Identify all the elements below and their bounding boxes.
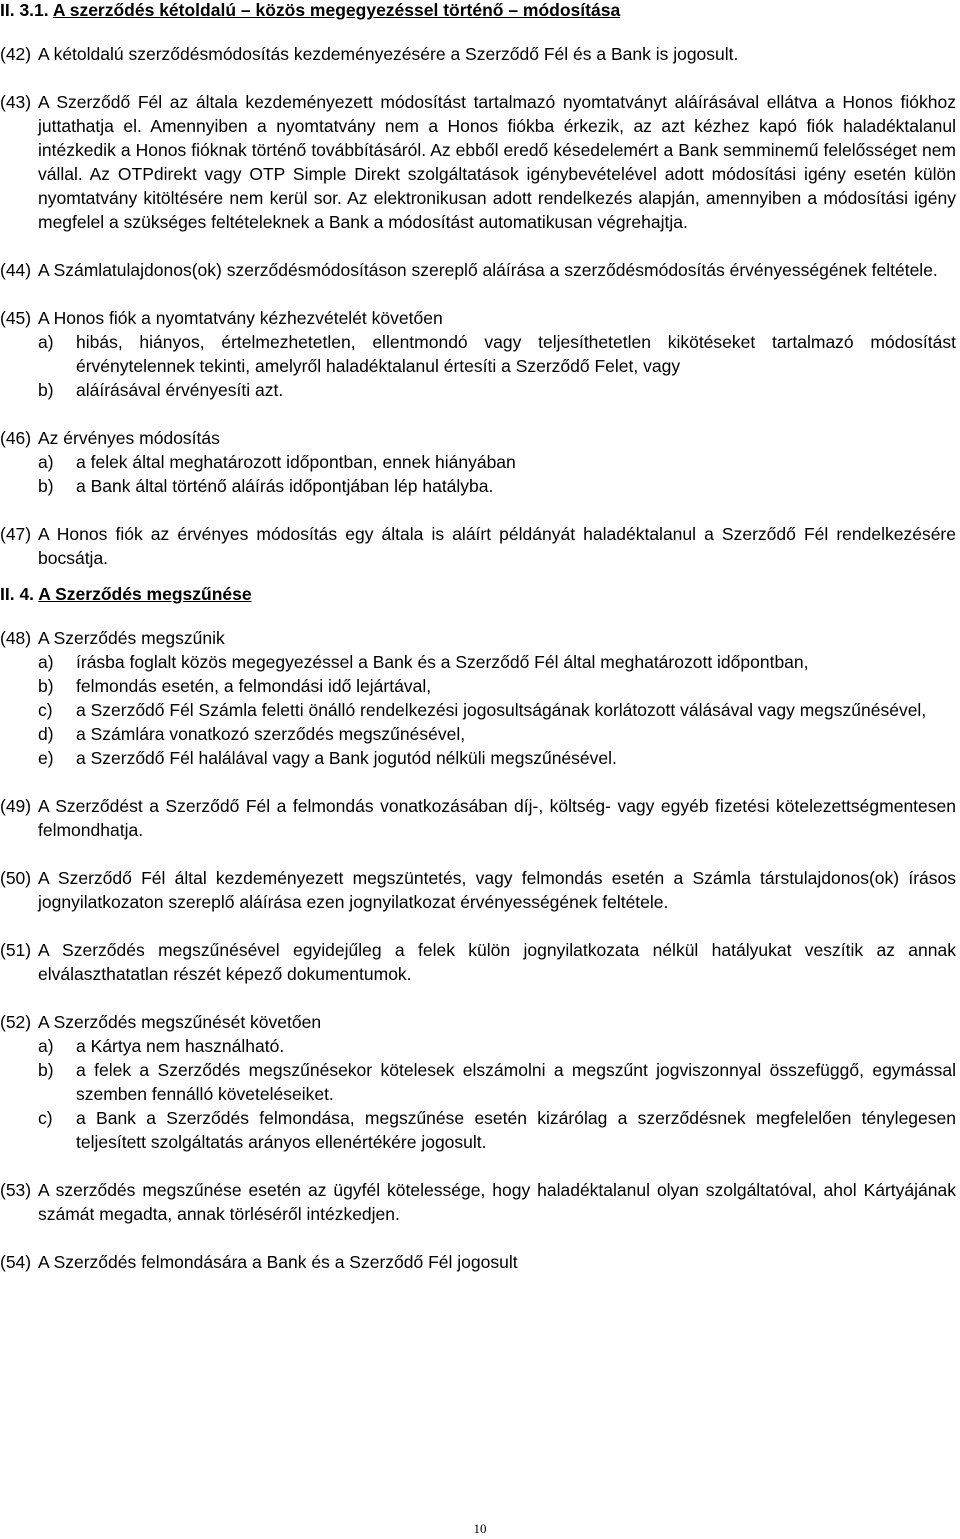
paragraph xyxy=(0,1010,956,1154)
list-item xyxy=(38,474,956,498)
paragraph-body xyxy=(38,258,956,282)
section-heading-4 xyxy=(0,582,956,606)
item-letter: c) xyxy=(38,700,53,720)
list-item xyxy=(38,1058,956,1106)
item-text: a Kártya nem használható. xyxy=(76,1036,285,1056)
paragraph xyxy=(0,1250,956,1274)
item-letter: b) xyxy=(38,676,54,696)
item-list xyxy=(38,1034,956,1154)
paragraph-number: (43) xyxy=(0,92,32,112)
paragraph-number: (51) xyxy=(0,940,32,960)
section-heading-3-1 xyxy=(0,0,956,22)
item-letter: b) xyxy=(38,476,54,496)
paragraph-text: Az érvényes módosítás xyxy=(38,428,220,448)
item-letter: e) xyxy=(38,748,54,768)
item-letter: b) xyxy=(38,380,54,400)
paragraph xyxy=(0,794,956,842)
paragraph-text: A Szerződő Fél által kezdeményezett megszüntetés, vagy felmondás esetén a Számla társtulajdonos(ok) írásos jognyilatkozaton szereplő aláírása ezen jognyilatkozat érvényességének feltétele. xyxy=(38,868,956,912)
paragraph-body xyxy=(38,522,956,570)
list-item xyxy=(38,450,956,474)
section-number: II. 3.1. xyxy=(0,0,49,20)
paragraph-body xyxy=(38,794,956,842)
paragraph-body xyxy=(38,306,956,402)
paragraph-text: A Szerződés megszűnését követően xyxy=(38,1012,322,1032)
paragraph-number: (44) xyxy=(0,260,32,280)
section-number: II. 4. xyxy=(0,584,35,604)
item-letter: c) xyxy=(38,1108,53,1128)
paragraph-text: A kétoldalú szerződésmódosítás kezdeményezésére a Szerződő Fél és a Bank is jogosult. xyxy=(38,44,739,64)
paragraph-number: (53) xyxy=(0,1180,32,1200)
paragraph-number: (50) xyxy=(0,868,32,888)
paragraph-body xyxy=(38,90,956,234)
paragraph-number: (45) xyxy=(0,308,32,328)
item-text: a Szerződő Fél Számla feletti önálló rendelkezési jogosultságának korlátozott válásával vagy megszűnésével, xyxy=(76,700,927,720)
paragraph-body xyxy=(38,626,956,770)
item-text: aláírásával érvényesíti azt. xyxy=(76,380,284,400)
item-text: a Szerződő Fél halálával vagy a Bank jogutód nélküli megszűnésével. xyxy=(76,748,617,768)
item-text: a Bank a Szerződés felmondása, megszűnése esetén kizárólag a szerződésnek megfelelően ténylegesen teljesített szolgáltatás arányos ellenértékére jogosult. xyxy=(76,1108,956,1152)
item-list xyxy=(38,450,956,498)
paragraph-number: (42) xyxy=(0,44,32,64)
paragraph-body xyxy=(38,426,956,498)
paragraph xyxy=(0,90,956,234)
paragraph-text: A Honos fiók az érvényes módosítás egy általa is aláírt példányát haladéktalanul a Szerződő Fél rendelkezésére bocsátja. xyxy=(38,524,956,568)
list-item xyxy=(38,650,956,674)
item-text: felmondás esetén, a felmondási idő lejártával, xyxy=(76,676,432,696)
section-3-1-paragraphs xyxy=(0,42,956,570)
paragraph xyxy=(0,426,956,498)
paragraph-body xyxy=(38,1010,956,1154)
paragraph-number: (46) xyxy=(0,428,32,448)
section-title: A szerződés kétoldalú – közös megegyezéssel történő – módosítása xyxy=(52,0,621,20)
item-letter: a) xyxy=(38,332,54,352)
paragraph-text: A Szerződés megszűnik xyxy=(38,628,225,648)
paragraph-text: A Szerződést a Szerződő Fél a felmondás vonatkozásában díj-, költség- vagy egyéb fizetési kötelezettségmentesen felmondhatja. xyxy=(38,796,956,840)
item-text: a felek által meghatározott időpontban, ennek hiányában xyxy=(76,452,516,472)
list-item xyxy=(38,378,956,402)
paragraph xyxy=(0,258,956,282)
item-text: a Számlára vonatkozó szerződés megszűnésével, xyxy=(76,724,466,744)
item-letter: d) xyxy=(38,724,54,744)
paragraph xyxy=(0,522,956,570)
paragraph-body xyxy=(38,938,956,986)
item-letter: b) xyxy=(38,1060,54,1080)
list-item xyxy=(38,698,956,722)
list-item xyxy=(38,674,956,698)
item-list xyxy=(38,650,956,770)
paragraph-text: A szerződés megszűnése esetén az ügyfél kötelessége, hogy haladéktalanul olyan szolgáltatóval, ahol Kártyájának számát megadta, annak törléséről intézkedjen. xyxy=(38,1180,956,1224)
paragraph-number: (49) xyxy=(0,796,32,816)
paragraph xyxy=(0,938,956,986)
item-list xyxy=(38,330,956,402)
item-letter: a) xyxy=(38,1036,54,1056)
item-text: írásba foglalt közös megegyezéssel a Bank és a Szerződő Fél által meghatározott időpontban, xyxy=(76,652,809,672)
paragraph-body xyxy=(38,1178,956,1226)
item-letter: a) xyxy=(38,452,54,472)
paragraph-text: A Számlatulajdonos(ok) szerződésmódosításon szereplő aláírása a szerződésmódosítás érvényességének feltétele. xyxy=(38,260,938,280)
paragraph-number: (47) xyxy=(0,524,32,544)
paragraph xyxy=(0,1178,956,1226)
section-title: A Szerződés megszűnése xyxy=(38,584,252,604)
list-item xyxy=(38,1034,956,1058)
item-text: a Bank által történő aláírás időpontjában lép hatályba. xyxy=(76,476,494,496)
item-text: a felek a Szerződés megszűnésekor kötelesek elszámolni a megszűnt jogviszonnyal összefüggő, egymással szemben fennálló követeléseiket. xyxy=(76,1060,956,1104)
paragraph-body xyxy=(38,1250,956,1274)
page-number: 10 xyxy=(473,1521,487,1536)
paragraph xyxy=(0,306,956,402)
section-4-paragraphs xyxy=(0,626,956,1274)
paragraph xyxy=(0,866,956,914)
item-letter: a) xyxy=(38,652,54,672)
paragraph-text: A Szerződő Fél az általa kezdeményezett módosítást tartalmazó nyomtatványt aláírásával ellátva a Honos fiókhoz juttathatja el. Amennyiben a nyomtatvány nem a Honos fiókba érkezik, az azt kézhez kapó fiók haladéktalanul intézkedik a Honos fióknak történő továbbításáról. Az ebből eredő késedelemért a Bank semminemű felelősséget nem vállal. Az OTPdirekt vagy OTP Simple Direkt szolgáltatások igénybevételével adott módosítási igény esetén külön nyomtatvány kitöltésére nem kerül sor. Az elektronikusan adott rendelkezés alapján, amennyiben a módosítási igény megfelel a szükséges feltételeknek a Bank a módosítást automatikusan végrehajtja. xyxy=(38,92,956,232)
list-item xyxy=(38,330,956,378)
list-item xyxy=(38,722,956,746)
paragraph-number: (52) xyxy=(0,1012,32,1032)
paragraph-text: A Szerződés megszűnésével egyidejűleg a felek külön jognyilatkozata nélkül hatályukat veszítik az annak elválaszthatatlan részét képező dokumentumok. xyxy=(38,940,956,984)
item-text: hibás, hiányos, értelmezhetetlen, ellentmondó vagy teljesíthetetlen kikötéseket tartalmazó módosítást érvénytelennek tekinti, amelyről haladéktalanul értesíti a Szerződő Felet, vagy xyxy=(76,332,956,376)
paragraph xyxy=(0,42,956,66)
list-item xyxy=(38,1106,956,1154)
paragraph-number: (48) xyxy=(0,628,32,648)
paragraph-text: A Honos fiók a nyomtatvány kézhezvételét követően xyxy=(38,308,443,328)
paragraph-body xyxy=(38,42,956,66)
paragraph-body xyxy=(38,866,956,914)
list-item xyxy=(38,746,956,770)
paragraph-text: A Szerződés felmondására a Bank és a Szerződő Fél jogosult xyxy=(38,1252,518,1272)
paragraph xyxy=(0,626,956,770)
paragraph-number: (54) xyxy=(0,1252,32,1272)
